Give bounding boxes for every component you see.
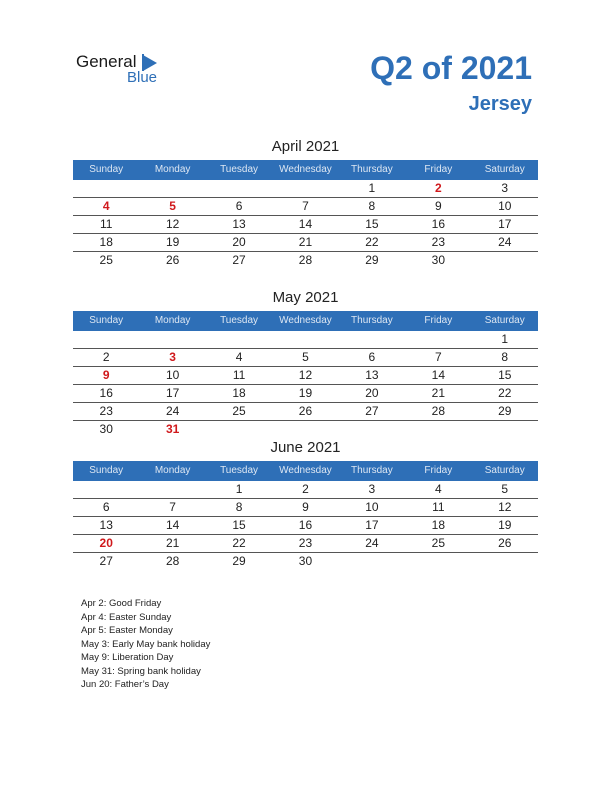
day-cell: 14	[165, 518, 180, 532]
day-cell: 1	[501, 332, 509, 346]
day-cell: 3	[501, 181, 509, 195]
week-row	[73, 198, 538, 216]
week-row	[73, 403, 538, 421]
weekday-label: Tuesday	[220, 315, 259, 326]
day-cell: 7	[302, 199, 309, 213]
empty-day-cell	[272, 421, 338, 438]
weekday-header	[73, 160, 538, 180]
day-cell: 4	[434, 482, 442, 496]
week-row	[73, 234, 538, 252]
day-cell: 8	[368, 199, 376, 213]
empty-day-cell	[206, 421, 272, 438]
empty-day-cell	[339, 421, 405, 438]
day-cell: 18	[99, 235, 113, 249]
weekday-label: Saturday	[484, 164, 525, 175]
empty-day-cell	[139, 331, 205, 348]
day-cell: 25	[99, 253, 113, 267]
weekday-label: Friday	[424, 315, 453, 326]
weekday-label: Tuesday	[220, 465, 259, 476]
day-cell: 30	[99, 422, 113, 436]
weekday-header	[73, 461, 538, 481]
day-cell: 13	[232, 217, 246, 231]
day-cell: 28	[165, 554, 180, 568]
day-cell: 15	[365, 217, 379, 231]
day-cell: 9	[434, 199, 442, 213]
day-cell: 20	[232, 235, 246, 249]
empty-day-cell	[73, 481, 139, 498]
week-row	[73, 367, 538, 385]
weekday-label: Thursday	[351, 315, 393, 326]
day-cell: 27	[232, 253, 246, 267]
weekday-header	[73, 311, 538, 331]
weekday-label: Tuesday	[220, 164, 259, 175]
weekday-label: Monday	[154, 465, 191, 476]
day-cell: 2	[302, 482, 309, 496]
day-cell: 8	[501, 350, 509, 364]
logo-general-text: General	[76, 52, 137, 71]
day-cell: 14	[298, 217, 313, 231]
day-cell: 4	[235, 350, 243, 364]
month-calendar	[73, 288, 538, 438]
day-cell: 7	[169, 500, 176, 514]
empty-day-cell	[405, 331, 471, 348]
day-cell: 24	[365, 536, 379, 550]
day-cell: 5	[302, 350, 309, 364]
day-cell: 25	[232, 404, 246, 418]
week-row	[73, 553, 538, 570]
day-cell: 22	[498, 386, 512, 400]
week-row	[73, 331, 538, 349]
empty-day-cell	[472, 421, 538, 438]
day-cell: 21	[165, 536, 180, 550]
day-cell: 2	[102, 350, 110, 364]
day-cell: 6	[368, 350, 376, 364]
day-cell: 27	[99, 554, 113, 568]
day-cell: 20	[99, 536, 113, 550]
weekday-label: Friday	[424, 465, 453, 476]
empty-day-cell	[472, 252, 538, 269]
week-row	[73, 252, 538, 269]
day-cell: 15	[232, 518, 246, 532]
day-cell: 11	[232, 368, 246, 382]
day-cell: 12	[298, 368, 313, 382]
day-cell: 10	[365, 500, 379, 514]
week-row	[73, 216, 538, 234]
empty-day-cell	[405, 421, 471, 438]
day-cell: 20	[365, 386, 379, 400]
weekday-label: Wednesday	[279, 465, 332, 476]
day-cell: 17	[365, 518, 379, 532]
week-row	[73, 385, 538, 403]
day-cell: 26	[165, 253, 180, 267]
day-cell: 22	[365, 235, 379, 249]
day-cell: 17	[498, 217, 512, 231]
day-cell: 12	[165, 217, 180, 231]
day-cell: 12	[498, 500, 512, 514]
day-cell: 24	[498, 235, 512, 249]
holiday-note: May 31: Spring bank holiday	[81, 665, 201, 677]
holiday-note: Apr 2: Good Friday	[81, 598, 162, 609]
holiday-note: Apr 5: Easter Monday	[81, 625, 173, 636]
day-cell: 10	[498, 199, 512, 213]
day-cell: 29	[365, 253, 379, 267]
empty-day-cell	[73, 180, 139, 197]
week-row	[73, 421, 538, 438]
month-calendar	[73, 438, 538, 570]
day-cell: 18	[232, 386, 246, 400]
day-cell: 24	[165, 404, 180, 418]
day-cell: 9	[302, 500, 309, 514]
day-cell: 14	[431, 368, 445, 382]
day-cell: 16	[431, 217, 445, 231]
day-cell: 11	[99, 217, 113, 231]
day-cell: 26	[298, 404, 313, 418]
day-cell: 17	[165, 386, 180, 400]
month-title: May 2021	[272, 289, 339, 306]
weekday-label: Monday	[154, 164, 191, 175]
empty-day-cell	[405, 553, 471, 570]
day-cell: 23	[298, 536, 313, 550]
day-cell: 13	[365, 368, 379, 382]
day-cell: 7	[434, 350, 442, 364]
day-cell: 8	[235, 500, 243, 514]
week-row	[73, 180, 538, 198]
day-cell: 5	[169, 199, 176, 213]
empty-day-cell	[139, 180, 205, 197]
day-cell: 3	[368, 482, 376, 496]
day-cell: 11	[432, 500, 445, 514]
day-cell: 16	[298, 518, 313, 532]
day-cell: 1	[235, 482, 243, 496]
holiday-note: Apr 4: Easter Sunday	[81, 611, 172, 623]
day-cell: 6	[102, 500, 110, 514]
day-cell: 13	[99, 518, 113, 532]
week-row	[73, 535, 538, 553]
weekday-label: Thursday	[351, 465, 393, 476]
day-cell: 19	[298, 386, 313, 400]
day-cell: 29	[232, 554, 246, 568]
empty-day-cell	[206, 331, 272, 348]
day-cell: 10	[165, 368, 180, 382]
weekday-label: Sunday	[89, 465, 124, 476]
day-cell: 25	[431, 536, 445, 550]
day-cell: 23	[431, 235, 445, 249]
week-row	[73, 349, 538, 367]
weekday-label: Thursday	[351, 164, 393, 175]
day-cell: 9	[102, 368, 110, 382]
empty-day-cell	[339, 553, 405, 570]
day-cell: 6	[235, 199, 243, 213]
day-cell: 2	[434, 181, 442, 195]
day-cell: 28	[298, 253, 313, 267]
logo-blue-text: Blue	[127, 69, 158, 86]
weekday-label: Saturday	[484, 465, 525, 476]
month-title: June 2021	[270, 439, 341, 456]
page-title: Q2 of 2021	[370, 50, 532, 86]
day-cell: 28	[431, 404, 445, 418]
day-cell: 22	[232, 536, 246, 550]
day-cell: 26	[498, 536, 512, 550]
empty-day-cell	[472, 553, 538, 570]
day-cell: 27	[365, 404, 379, 418]
month-title: April 2021	[271, 138, 340, 155]
day-cell: 1	[368, 181, 376, 195]
day-cell: 30	[298, 554, 313, 568]
day-cell: 19	[165, 235, 180, 249]
day-cell: 21	[298, 235, 313, 249]
day-cell: 5	[501, 482, 509, 496]
week-row	[73, 517, 538, 535]
weekday-label: Sunday	[89, 164, 124, 175]
day-cell: 29	[498, 404, 512, 418]
page-subtitle: Jersey	[468, 93, 532, 115]
empty-day-cell	[73, 331, 139, 348]
month-calendar	[73, 137, 538, 269]
empty-day-cell	[272, 331, 338, 348]
holiday-notes	[81, 597, 210, 692]
holiday-note: Jun 20: Father’s Day	[81, 679, 169, 690]
empty-day-cell	[139, 481, 205, 498]
day-cell: 16	[99, 386, 113, 400]
weekday-label: Saturday	[484, 315, 525, 326]
empty-day-cell	[206, 180, 272, 197]
week-row	[73, 481, 538, 499]
day-cell: 30	[431, 253, 445, 267]
day-cell: 31	[165, 422, 180, 436]
empty-day-cell	[272, 180, 338, 197]
day-cell: 19	[498, 518, 512, 532]
day-cell: 4	[102, 199, 110, 213]
week-row	[73, 499, 538, 517]
day-cell: 3	[169, 350, 176, 364]
weekday-label: Sunday	[89, 315, 124, 326]
weekday-label: Monday	[154, 315, 191, 326]
day-cell: 15	[498, 368, 512, 382]
weekday-label: Friday	[424, 164, 453, 175]
day-cell: 21	[431, 386, 445, 400]
day-cell: 23	[99, 404, 113, 418]
weekday-label: Wednesday	[279, 164, 332, 175]
holiday-note: May 3: Early May bank holiday	[81, 638, 211, 650]
day-cell: 18	[431, 518, 445, 532]
empty-day-cell	[339, 331, 405, 348]
holiday-note: May 9: Liberation Day	[81, 652, 174, 663]
weekday-label: Wednesday	[279, 315, 332, 326]
